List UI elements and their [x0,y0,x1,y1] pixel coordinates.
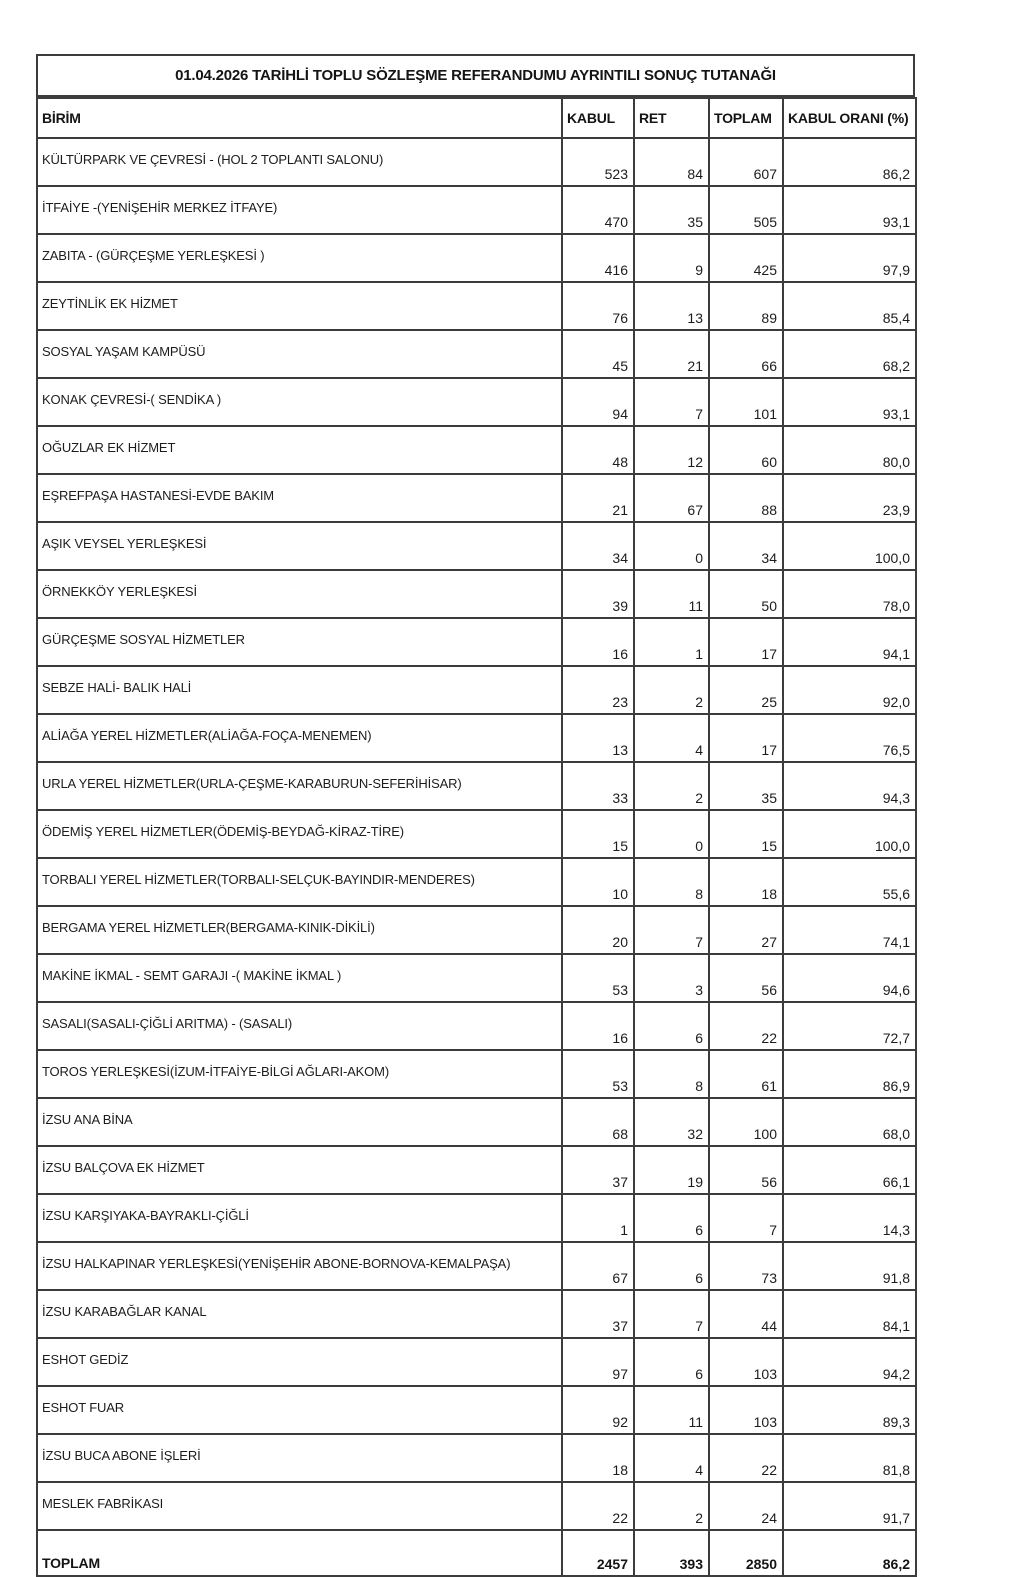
cell-kabul-value: 67 [562,1242,634,1290]
cell-kabul-orani-value: 94,2 [783,1338,916,1386]
cell-toplam-value: 17 [709,714,783,762]
cell-birim: İZSU ANA BİNA [37,1098,562,1146]
total-row [37,1530,916,1576]
cell-toplam-value: 101 [709,378,783,426]
cell-kabul-orani-value: 91,7 [783,1482,916,1530]
cell-ret-value: 4 [634,714,709,762]
cell-kabul-orani-value: 68,0 [783,1098,916,1146]
cell-ret-value: 19 [634,1146,709,1194]
cell-kabul-orani-value: 92,0 [783,666,916,714]
table-row [37,1338,916,1386]
cell-birim: OĞUZLAR EK HİZMET [37,426,562,474]
cell-birim: ZEYTİNLİK EK HİZMET [37,282,562,330]
cell-birim: MESLEK FABRİKASI [37,1482,562,1530]
cell-kabul-value: 68 [562,1098,634,1146]
cell-birim: İZSU BALÇOVA EK HİZMET [37,1146,562,1194]
cell-toplam-value: 100 [709,1098,783,1146]
table-row [37,282,916,330]
cell-ret-value: 6 [634,1194,709,1242]
cell-kabul-orani-value: 100,0 [783,810,916,858]
table-row [37,714,916,762]
cell-kabul-value: 22 [562,1482,634,1530]
cell-toplam-value: 73 [709,1242,783,1290]
cell-kabul-orani-value: 81,8 [783,1434,916,1482]
cell-kabul-value: 23 [562,666,634,714]
cell-toplam-value: 60 [709,426,783,474]
cell-kabul-orani-value: 66,1 [783,1146,916,1194]
column-header-kabul-orani: KABUL ORANI (%) [783,98,916,138]
cell-toplam-value: 607 [709,138,783,186]
table-footer [37,1530,916,1576]
cell-ret-value: 8 [634,1050,709,1098]
table-row [37,1002,916,1050]
table-body [37,138,916,1530]
cell-kabul-orani-value: 55,6 [783,858,916,906]
total-toplam-value: 2850 [709,1530,783,1576]
cell-kabul-orani-value: 93,1 [783,186,916,234]
cell-toplam-value: 56 [709,954,783,1002]
table-header [37,98,916,138]
cell-kabul-value: 416 [562,234,634,282]
cell-ret-value: 7 [634,378,709,426]
cell-kabul-value: 10 [562,858,634,906]
cell-birim: TOROS YERLEŞKESİ(İZUM-İTFAİYE-BİLGİ AĞLARI-AKOM) [37,1050,562,1098]
total-kabul-orani-value: 86,2 [783,1530,916,1576]
column-header-kabul: KABUL [562,98,634,138]
column-header-ret: RET [634,98,709,138]
table-row [37,762,916,810]
cell-kabul-value: 48 [562,426,634,474]
cell-toplam-value: 66 [709,330,783,378]
cell-toplam-value: 25 [709,666,783,714]
table-row [37,858,916,906]
cell-kabul-value: 16 [562,618,634,666]
results-table [36,97,917,1577]
cell-birim: TORBALI YEREL HİZMETLER(TORBALI-SELÇUK-BAYINDIR-MENDERES) [37,858,562,906]
cell-birim: SOSYAL YAŞAM KAMPÜSÜ [37,330,562,378]
cell-birim: ALİAĞA YEREL HİZMETLER(ALİAĞA-FOÇA-MENEMEN) [37,714,562,762]
cell-toplam-value: 103 [709,1338,783,1386]
cell-kabul-orani-value: 97,9 [783,234,916,282]
cell-kabul-orani-value: 78,0 [783,570,916,618]
cell-toplam-value: 505 [709,186,783,234]
cell-kabul-value: 92 [562,1386,634,1434]
cell-kabul-orani-value: 80,0 [783,426,916,474]
cell-toplam-value: 27 [709,906,783,954]
table-row [37,1146,916,1194]
cell-birim: İZSU BUCA ABONE İŞLERİ [37,1434,562,1482]
total-label: TOPLAM [37,1530,562,1576]
table-row [37,1050,916,1098]
cell-birim: AŞIK VEYSEL YERLEŞKESİ [37,522,562,570]
cell-kabul-orani-value: 94,3 [783,762,916,810]
table-row [37,954,916,1002]
cell-birim: BERGAMA YEREL HİZMETLER(BERGAMA-KINIK-DİKİLİ) [37,906,562,954]
cell-birim: EŞREFPAŞA HASTANESİ-EVDE BAKIM [37,474,562,522]
table-row [37,570,916,618]
column-header-birim: BİRİM [37,98,562,138]
cell-ret-value: 13 [634,282,709,330]
total-kabul-value: 2457 [562,1530,634,1576]
cell-ret-value: 12 [634,426,709,474]
table-row [37,1242,916,1290]
cell-kabul-value: 470 [562,186,634,234]
cell-toplam-value: 61 [709,1050,783,1098]
cell-kabul-orani-value: 76,5 [783,714,916,762]
table-row [37,810,916,858]
results-document [36,54,915,1577]
cell-kabul-value: 53 [562,954,634,1002]
cell-kabul-value: 15 [562,810,634,858]
cell-toplam-value: 56 [709,1146,783,1194]
header-row [37,98,916,138]
cell-birim: İZSU HALKAPINAR YERLEŞKESİ(YENİŞEHİR ABONE-BORNOVA-KEMALPAŞA) [37,1242,562,1290]
cell-birim: ZABITA - (GÜRÇEŞME YERLEŞKESİ ) [37,234,562,282]
cell-kabul-orani-value: 93,1 [783,378,916,426]
cell-kabul-orani-value: 68,2 [783,330,916,378]
cell-birim: ESHOT FUAR [37,1386,562,1434]
table-row [37,186,916,234]
table-row [37,234,916,282]
cell-ret-value: 21 [634,330,709,378]
cell-kabul-orani-value: 85,4 [783,282,916,330]
cell-birim: MAKİNE İKMAL - SEMT GARAJI -( MAKİNE İKMAL ) [37,954,562,1002]
cell-birim: İTFAİYE -(YENİŞEHİR MERKEZ İTFAYE) [37,186,562,234]
cell-kabul-orani-value: 100,0 [783,522,916,570]
cell-ret-value: 4 [634,1434,709,1482]
cell-kabul-orani-value: 23,9 [783,474,916,522]
cell-ret-value: 7 [634,1290,709,1338]
table-row [37,1482,916,1530]
cell-toplam-value: 88 [709,474,783,522]
cell-birim: ÖDEMİŞ YEREL HİZMETLER(ÖDEMİŞ-BEYDAĞ-KİRAZ-TİRE) [37,810,562,858]
cell-ret-value: 6 [634,1242,709,1290]
cell-ret-value: 35 [634,186,709,234]
cell-birim: İZSU KARABAĞLAR KANAL [37,1290,562,1338]
cell-kabul-value: 523 [562,138,634,186]
cell-kabul-value: 53 [562,1050,634,1098]
cell-toplam-value: 18 [709,858,783,906]
cell-kabul-value: 39 [562,570,634,618]
cell-kabul-value: 20 [562,906,634,954]
cell-toplam-value: 7 [709,1194,783,1242]
cell-birim: SEBZE HALİ- BALIK HALİ [37,666,562,714]
cell-kabul-value: 13 [562,714,634,762]
cell-ret-value: 11 [634,1386,709,1434]
table-row [37,1098,916,1146]
cell-kabul-value: 94 [562,378,634,426]
cell-kabul-value: 34 [562,522,634,570]
cell-kabul-orani-value: 91,8 [783,1242,916,1290]
cell-kabul-orani-value: 14,3 [783,1194,916,1242]
cell-kabul-orani-value: 94,6 [783,954,916,1002]
cell-kabul-orani-value: 84,1 [783,1290,916,1338]
cell-toplam-value: 22 [709,1434,783,1482]
table-row [37,1290,916,1338]
document-title: 01.04.2026 TARİHLİ TOPLU SÖZLEŞME REFERANDUMU AYRINTILI SONUÇ TUTANAĞI [175,67,776,84]
cell-toplam-value: 44 [709,1290,783,1338]
cell-ret-value: 0 [634,522,709,570]
cell-toplam-value: 17 [709,618,783,666]
cell-birim: ÖRNEKKÖY YERLEŞKESİ [37,570,562,618]
cell-ret-value: 2 [634,666,709,714]
table-row [37,666,916,714]
cell-birim: KONAK ÇEVRESİ-( SENDİKA ) [37,378,562,426]
cell-birim: SASALI(SASALI-ÇİĞLİ ARITMA) - (SASALI) [37,1002,562,1050]
cell-kabul-value: 18 [562,1434,634,1482]
cell-kabul-orani-value: 74,1 [783,906,916,954]
cell-toplam-value: 24 [709,1482,783,1530]
cell-kabul-value: 1 [562,1194,634,1242]
cell-kabul-orani-value: 94,1 [783,618,916,666]
table-row [37,522,916,570]
cell-birim: ESHOT GEDİZ [37,1338,562,1386]
cell-kabul-value: 21 [562,474,634,522]
cell-ret-value: 67 [634,474,709,522]
cell-toplam-value: 425 [709,234,783,282]
cell-kabul-value: 37 [562,1146,634,1194]
table-row [37,138,916,186]
table-row [37,1434,916,1482]
cell-toplam-value: 103 [709,1386,783,1434]
cell-ret-value: 32 [634,1098,709,1146]
total-ret-value: 393 [634,1530,709,1576]
cell-ret-value: 7 [634,906,709,954]
cell-toplam-value: 15 [709,810,783,858]
cell-birim: GÜRÇEŞME SOSYAL HİZMETLER [37,618,562,666]
cell-birim: KÜLTÜRPARK VE ÇEVRESİ - (HOL 2 TOPLANTI SALONU) [37,138,562,186]
cell-ret-value: 84 [634,138,709,186]
cell-birim: URLA YEREL HİZMETLER(URLA-ÇEŞME-KARABURUN-SEFERİHİSAR) [37,762,562,810]
cell-ret-value: 2 [634,762,709,810]
cell-kabul-orani-value: 86,2 [783,138,916,186]
cell-ret-value: 3 [634,954,709,1002]
column-header-toplam: TOPLAM [709,98,783,138]
table-row [37,330,916,378]
cell-ret-value: 6 [634,1002,709,1050]
cell-kabul-orani-value: 72,7 [783,1002,916,1050]
cell-toplam-value: 22 [709,1002,783,1050]
table-row [37,1386,916,1434]
cell-toplam-value: 50 [709,570,783,618]
cell-kabul-orani-value: 89,3 [783,1386,916,1434]
table-row [37,618,916,666]
cell-birim: İZSU KARŞIYAKA-BAYRAKLI-ÇİĞLİ [37,1194,562,1242]
cell-kabul-value: 76 [562,282,634,330]
cell-ret-value: 6 [634,1338,709,1386]
cell-ret-value: 11 [634,570,709,618]
table-row [37,378,916,426]
table-row [37,1194,916,1242]
cell-kabul-value: 45 [562,330,634,378]
table-row [37,906,916,954]
document-title-box [36,54,915,97]
cell-kabul-orani-value: 86,9 [783,1050,916,1098]
cell-toplam-value: 35 [709,762,783,810]
cell-kabul-value: 33 [562,762,634,810]
table-row [37,426,916,474]
cell-ret-value: 1 [634,618,709,666]
cell-kabul-value: 97 [562,1338,634,1386]
cell-toplam-value: 34 [709,522,783,570]
cell-kabul-value: 37 [562,1290,634,1338]
cell-kabul-value: 16 [562,1002,634,1050]
cell-ret-value: 8 [634,858,709,906]
cell-ret-value: 2 [634,1482,709,1530]
cell-ret-value: 9 [634,234,709,282]
table-row [37,474,916,522]
cell-ret-value: 0 [634,810,709,858]
cell-toplam-value: 89 [709,282,783,330]
